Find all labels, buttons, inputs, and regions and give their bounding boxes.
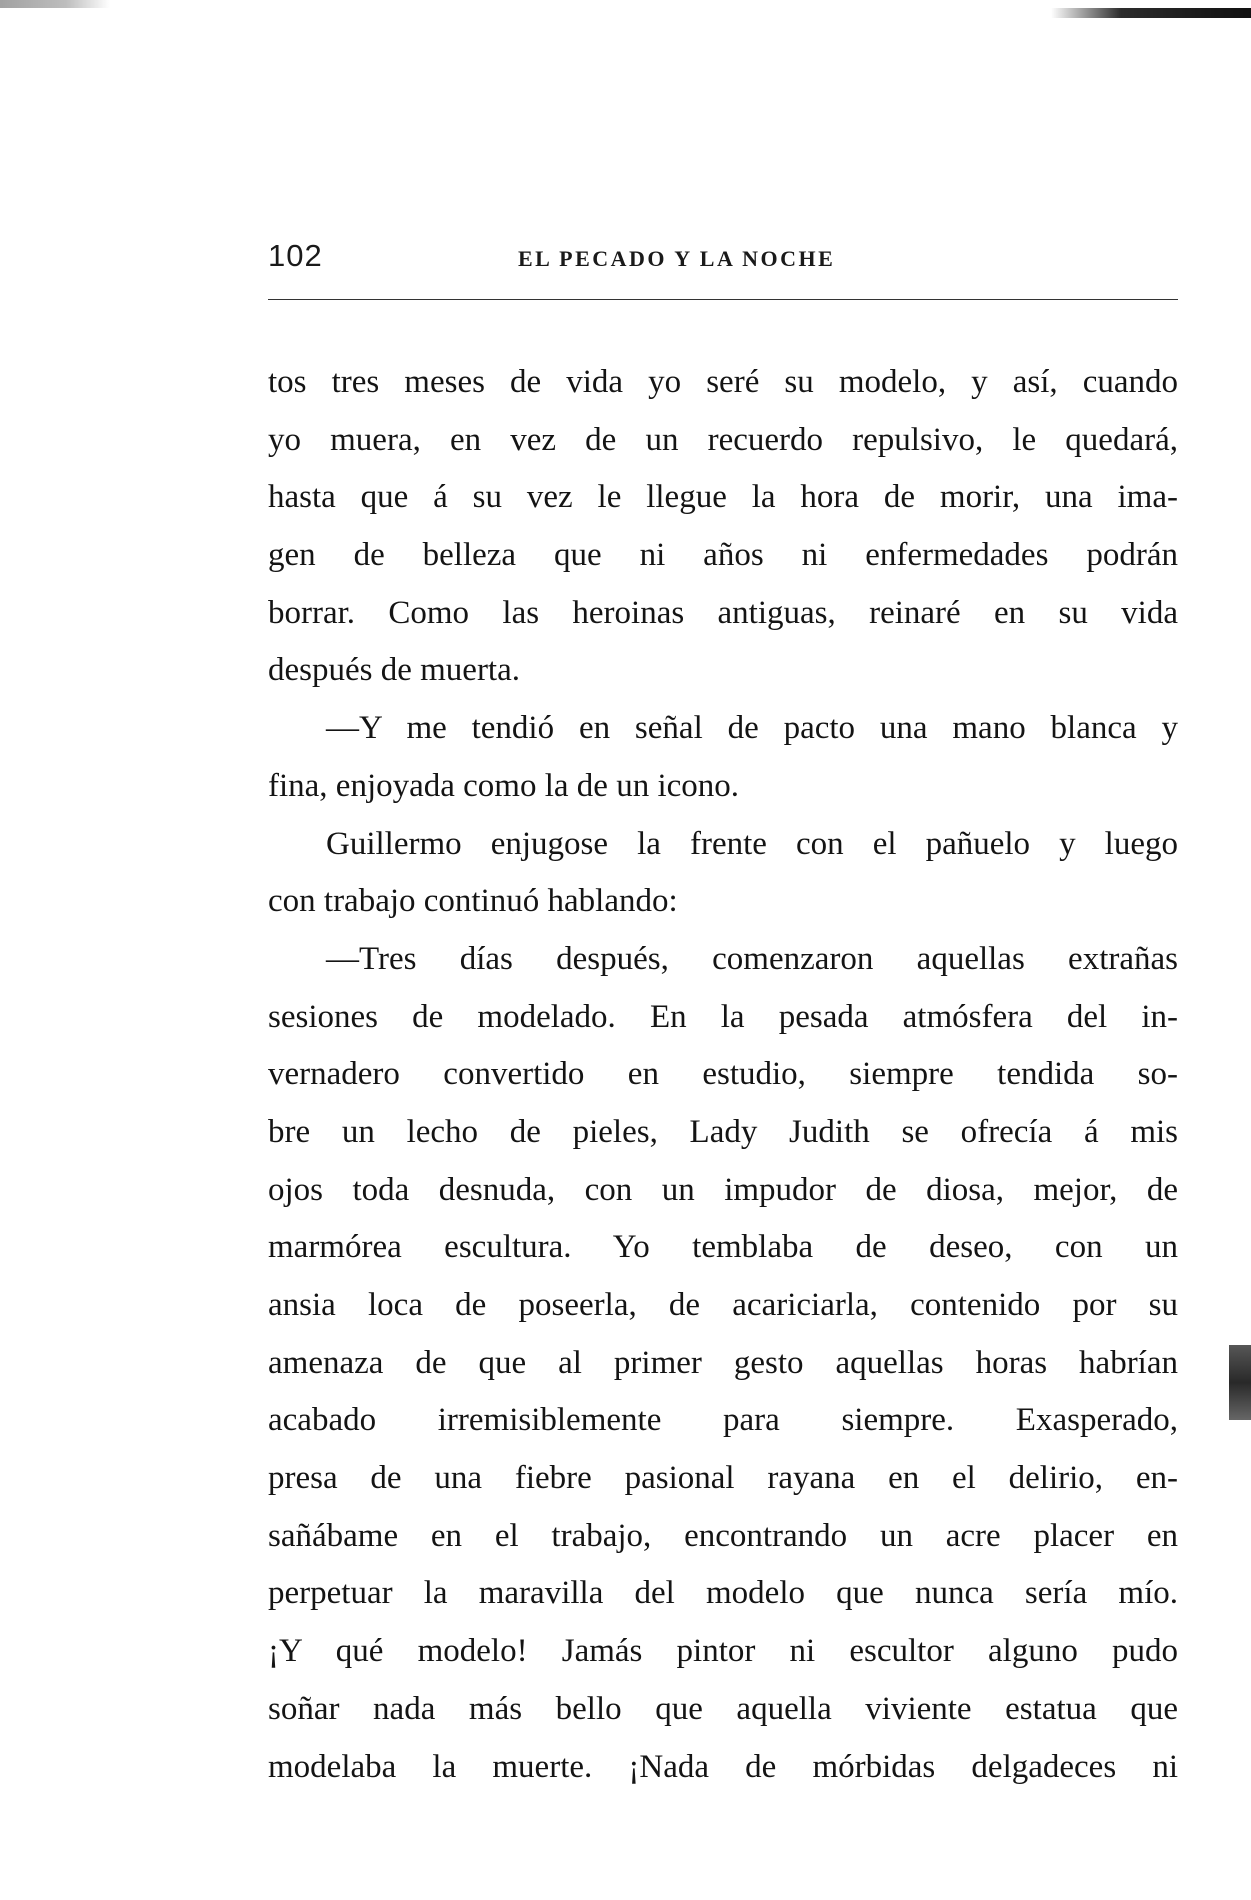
scan-artifact-top-left	[0, 0, 110, 8]
scan-artifact-top-right	[1051, 8, 1251, 18]
scan-artifact-right-edge	[1229, 1345, 1251, 1420]
text-line: borrar. Como las heroinas antiguas, reinaré en su vida	[268, 594, 1178, 631]
text-line: gen de belleza que ni años ni enfermedades podrán	[268, 537, 1178, 574]
text-line: después de muerta.	[268, 652, 520, 689]
text-line: modelaba la muerte. ¡Nada de mórbidas delgadeces ni	[268, 1748, 1178, 1785]
text-line: soñar nada más bello que aquella viviente estatua que	[268, 1690, 1178, 1727]
text-line: sañábame en el trabajo, encontrando un acre placer en	[268, 1517, 1178, 1554]
text-line: —Y me tendió en señal de pacto una mano blanca y	[326, 710, 1178, 747]
text-line: presa de una fiebre pasional rayana en el delirio, en-	[268, 1460, 1178, 1497]
text-line: con trabajo continuó hablando:	[268, 883, 678, 920]
body-text	[268, 354, 1178, 1796]
text-line: —Tres días después, comenzaron aquellas extrañas	[326, 940, 1178, 977]
text-line: sesiones de modelado. En la pesada atmósfera del in-	[268, 998, 1178, 1035]
text-line: marmórea escultura. Yo temblaba de deseo, con un	[268, 1229, 1178, 1266]
text-line: ansia loca de poseerla, de acariciarla, contenido por su	[268, 1287, 1178, 1323]
text-line: ojos toda desnuda, con un impudor de diosa, mejor, de	[268, 1171, 1178, 1208]
text-line: Guillermo enjugose la frente con el pañuelo y luego	[326, 825, 1178, 862]
header-rule	[268, 299, 1178, 300]
text-line: perpetuar la maravilla del modelo que nunca sería mío.	[268, 1575, 1178, 1612]
text-line: amenaza de que al primer gesto aquellas horas habrían	[268, 1344, 1178, 1381]
running-head	[268, 238, 1178, 278]
text-line: fina, enjoyada como la de un icono.	[268, 767, 740, 804]
text-line: hasta que á su vez le llegue la hora de morir, una ima-	[268, 479, 1178, 516]
text-line: yo muera, en vez de un recuerdo repulsivo, le quedará,	[268, 421, 1178, 458]
text-line: acabado irremisiblemente para siempre. Exasperado,	[268, 1402, 1178, 1439]
text-line: tos tres meses de vida yo seré su modelo, y así, cuando	[268, 364, 1178, 400]
text-line: ¡Y qué modelo! Jamás pintor ni escultor alguno pudo	[268, 1633, 1178, 1670]
book-title: EL PECADO Y LA NOCHE	[518, 246, 836, 271]
text-line: bre un lecho de pieles, Lady Judith se ofrecía á mis	[268, 1113, 1178, 1150]
page-number: 102	[268, 238, 323, 273]
text-line: vernadero convertido en estudio, siempre tendida so-	[268, 1056, 1178, 1093]
